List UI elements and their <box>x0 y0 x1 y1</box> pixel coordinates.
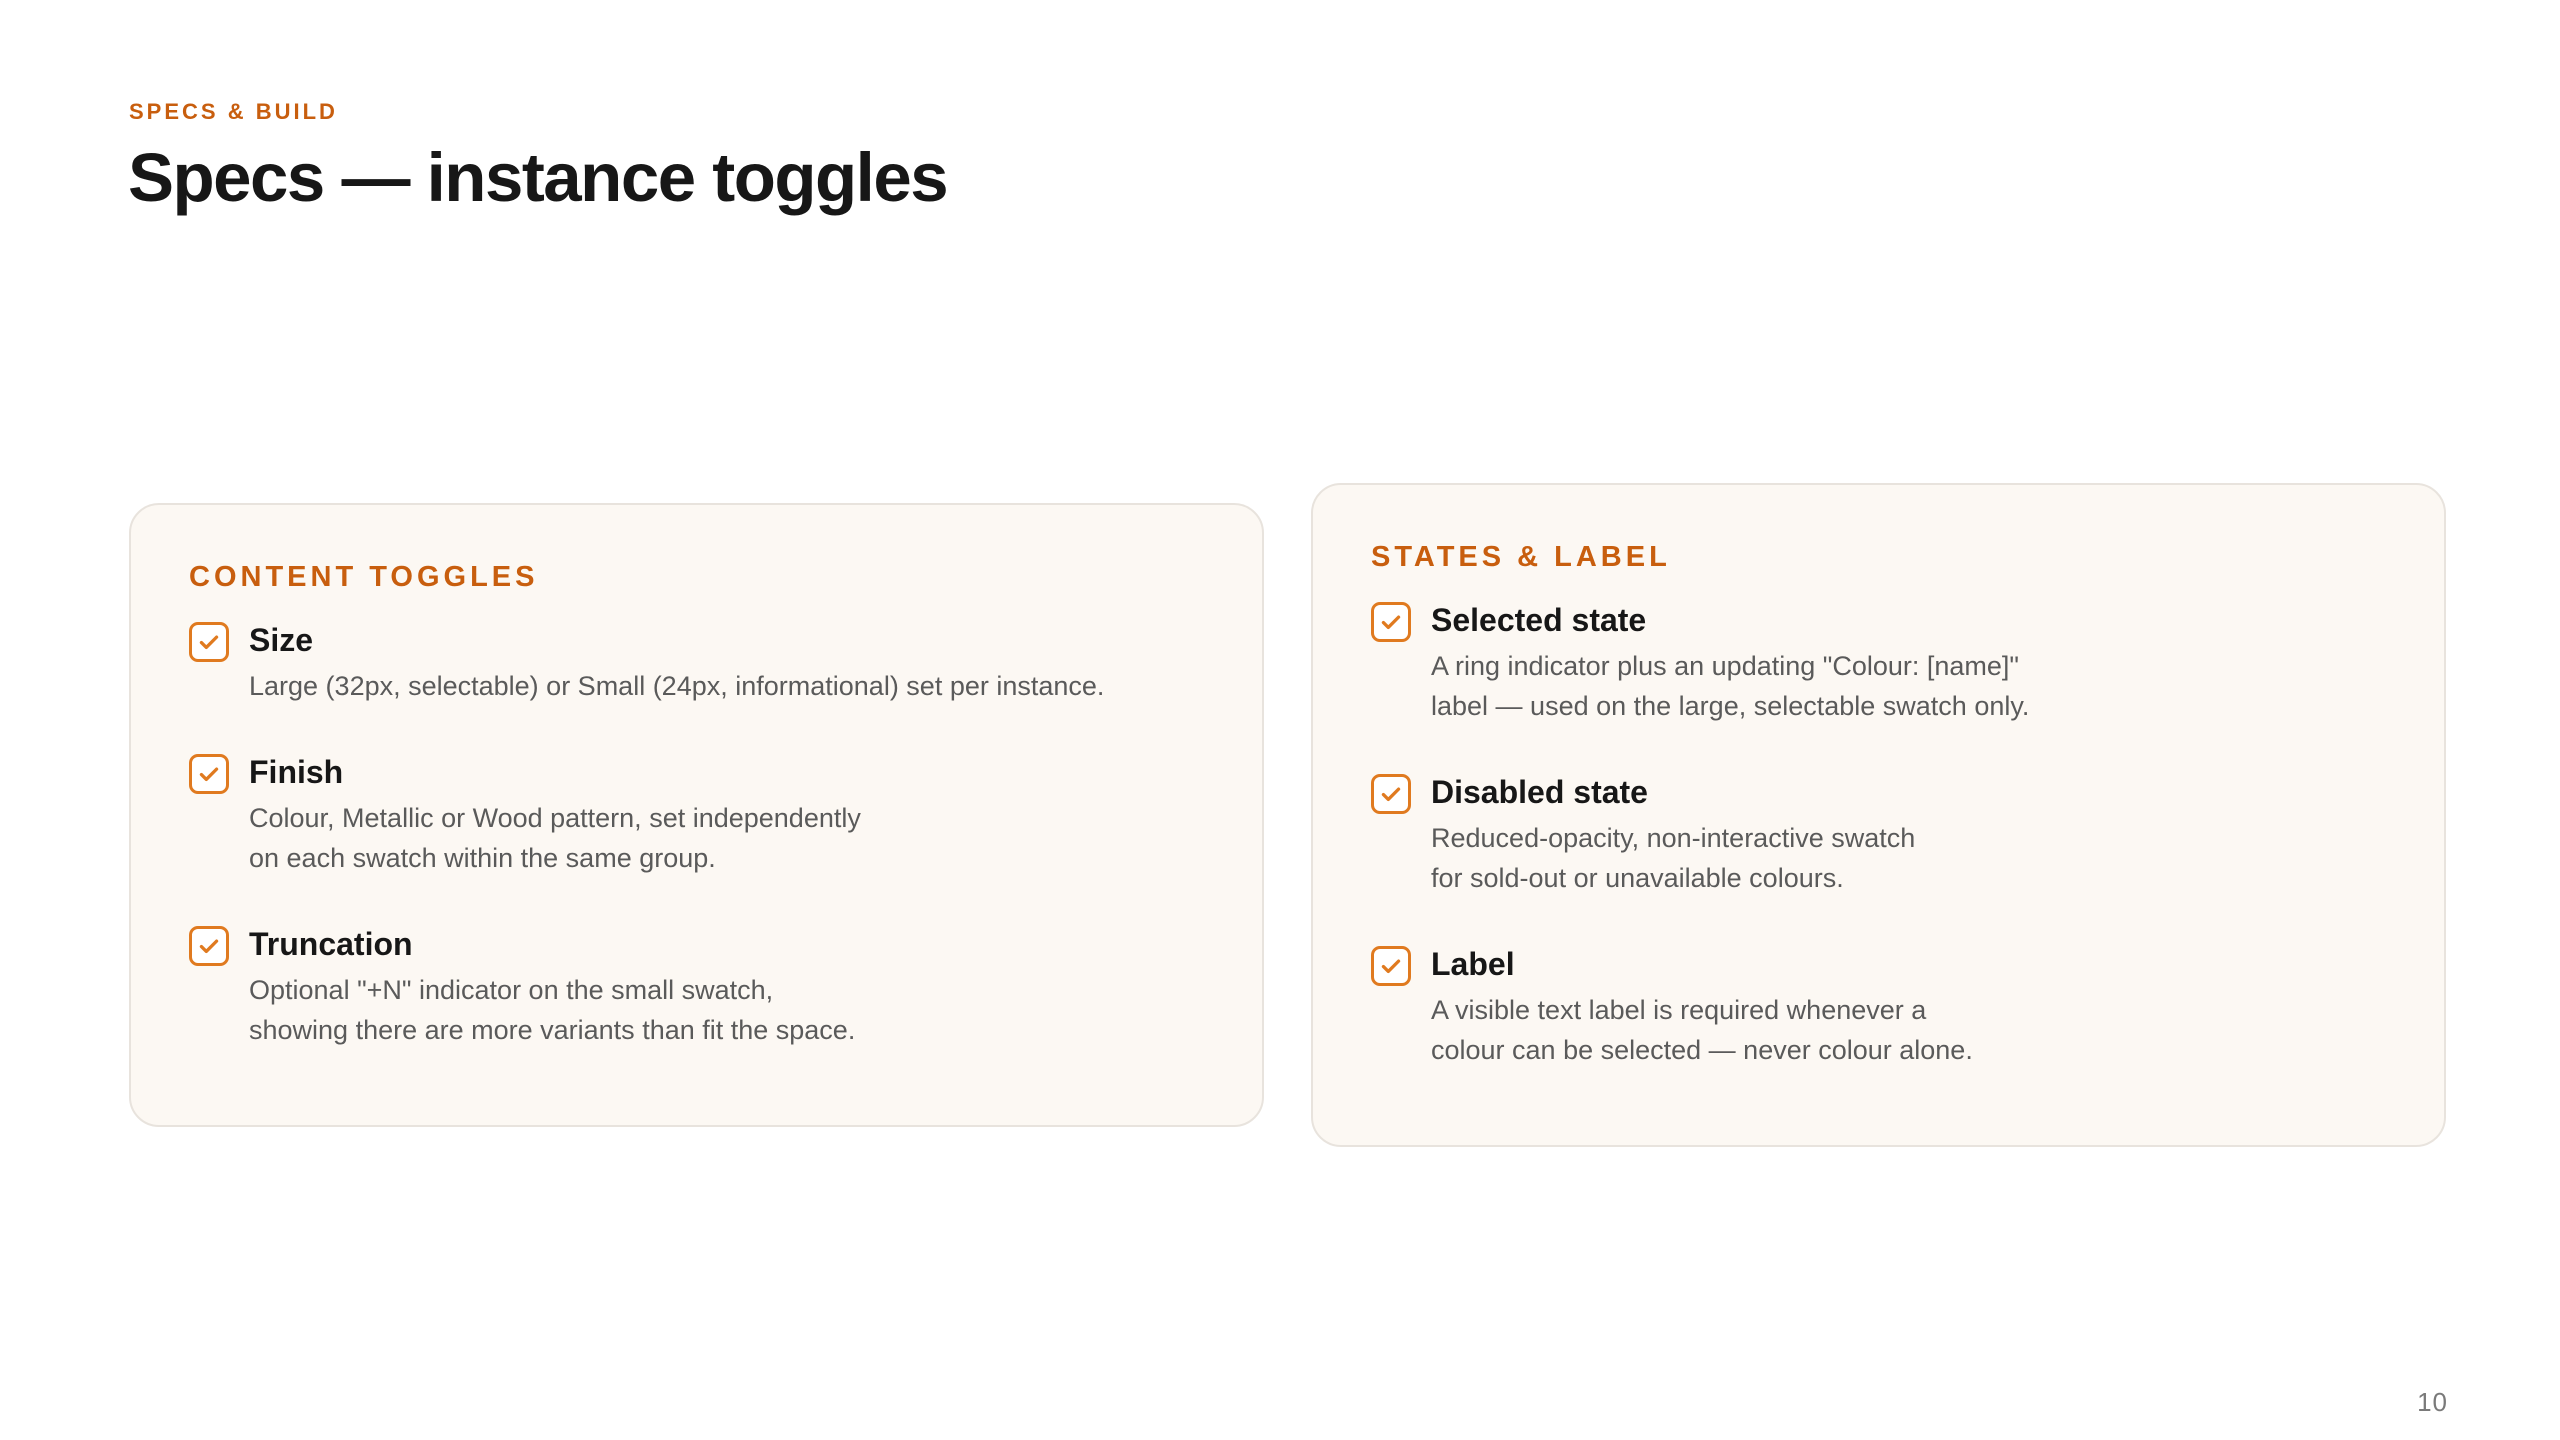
states-label-card <box>1311 483 2446 1147</box>
toggle-item-finish <box>189 752 1204 878</box>
item-description <box>1431 646 2386 726</box>
checkbox-checked-icon[interactable] <box>189 754 229 794</box>
description-line: Large (32px, selectable) or Small (24px, informational) set per instance. <box>249 671 1105 701</box>
description-line: for sold-out or unavailable colours. <box>1431 863 1844 893</box>
item-description <box>1431 818 2386 898</box>
description-line: on each swatch within the same group. <box>249 843 716 873</box>
item-title: Size <box>249 622 314 658</box>
item-description <box>249 970 1204 1050</box>
section-eyebrow: SPECS & BUILD <box>129 99 338 124</box>
checkbox-checked-icon[interactable] <box>1371 602 1411 642</box>
checkbox-checked-icon[interactable] <box>1371 946 1411 986</box>
card-heading: CONTENT TOGGLES <box>189 561 539 593</box>
item-title: Label <box>1431 946 1515 982</box>
description-line: colour can be selected — never colour alone. <box>1431 1035 1973 1065</box>
toggle-item-selected-state <box>1371 600 2386 726</box>
item-description <box>1431 990 2386 1070</box>
description-line: showing there are more variants than fit the space. <box>249 1015 856 1045</box>
item-description <box>249 798 1204 878</box>
item-title: Selected state <box>1431 602 1647 638</box>
page-title: Specs — instance toggles <box>128 139 948 216</box>
card-heading: STATES & LABEL <box>1371 541 1671 573</box>
item-title: Disabled state <box>1431 774 1648 810</box>
item-title: Finish <box>249 754 344 790</box>
description-line: label — used on the large, selectable swatch only. <box>1431 691 2030 721</box>
page-number: 10 <box>2417 1387 2448 1417</box>
description-line: A visible text label is required whenever a <box>1431 995 1927 1025</box>
description-line: A ring indicator plus an updating "Colour: [name]" <box>1431 651 2020 681</box>
toggle-item-truncation <box>189 924 1204 1050</box>
checkbox-checked-icon[interactable] <box>189 926 229 966</box>
toggle-item-label <box>1371 944 2386 1070</box>
checkbox-checked-icon[interactable] <box>189 622 229 662</box>
description-line: Colour, Metallic or Wood pattern, set independently <box>249 803 861 833</box>
content-toggles-card <box>129 503 1264 1127</box>
checkbox-checked-icon[interactable] <box>1371 774 1411 814</box>
toggle-item-size <box>189 620 1204 706</box>
toggle-item-disabled-state <box>1371 772 2386 898</box>
description-line: Optional "+N" indicator on the small swatch, <box>249 975 774 1005</box>
description-line: Reduced-opacity, non-interactive swatch <box>1431 823 1916 853</box>
item-title: Truncation <box>249 926 413 962</box>
item-description <box>249 666 1204 706</box>
